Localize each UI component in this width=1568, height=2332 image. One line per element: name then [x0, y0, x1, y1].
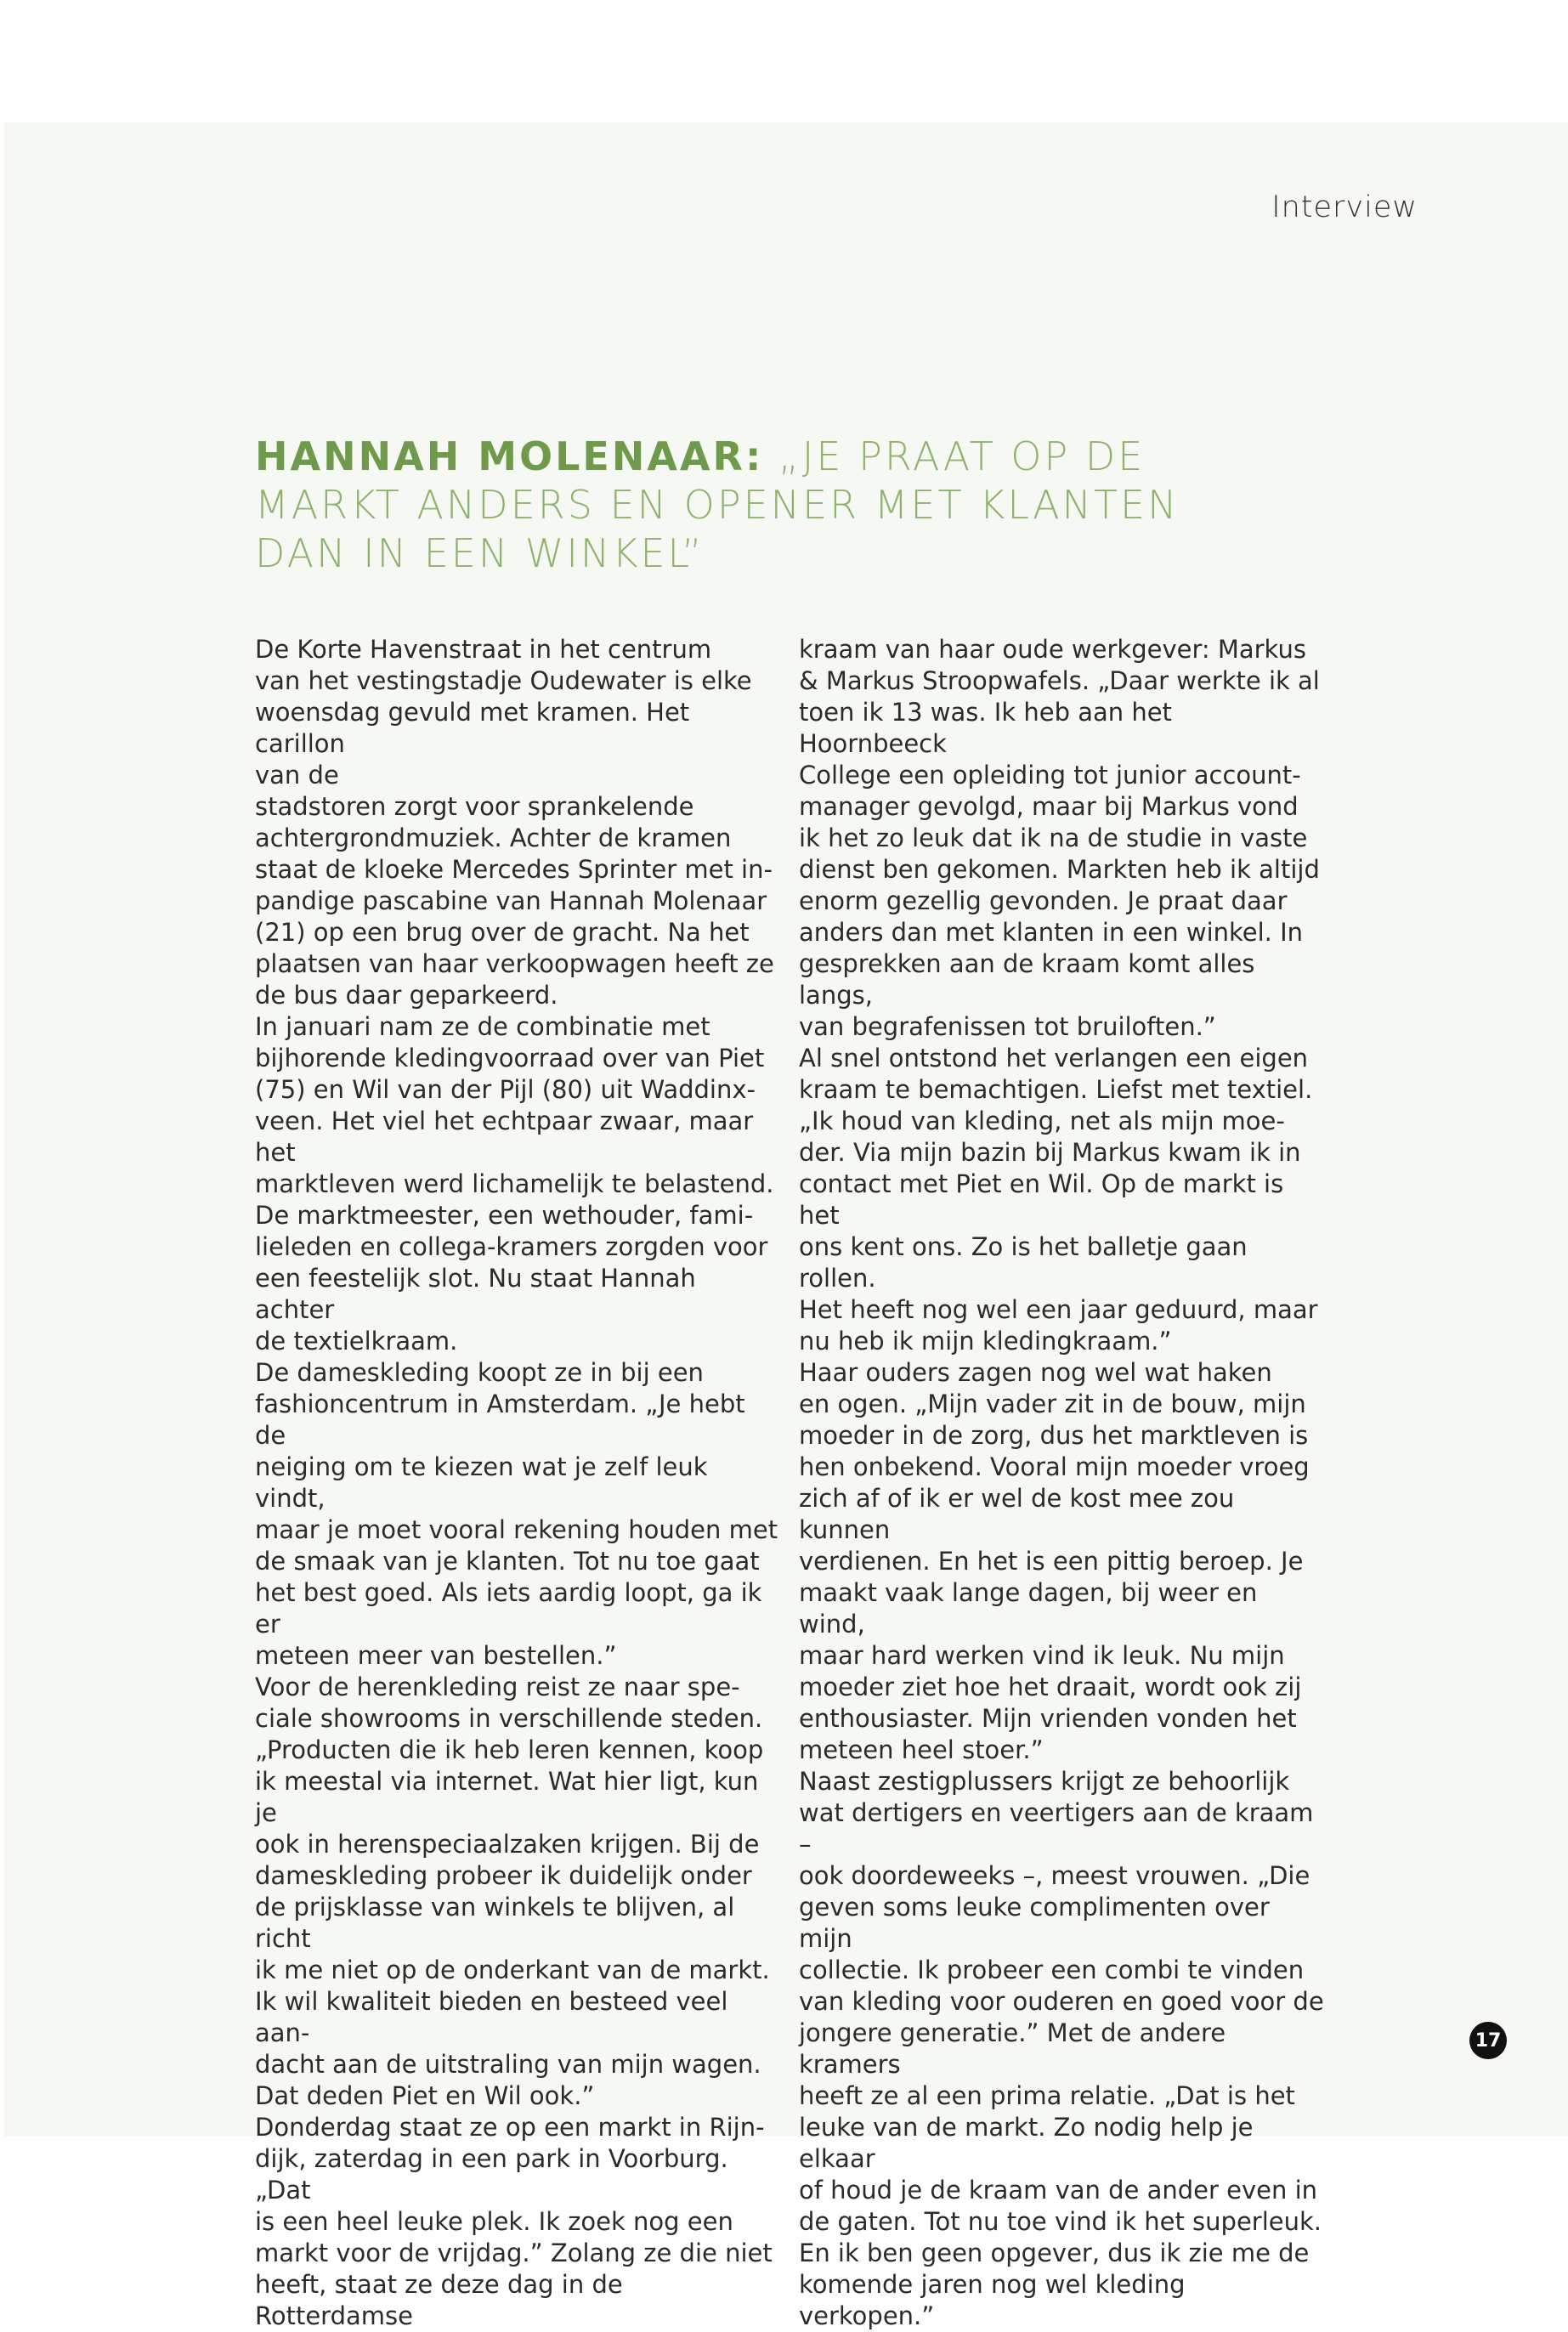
title-name: HANNAH MOLENAAR: [255, 433, 764, 479]
paragraph: Haar ouders zagen nog wel wat haken en ogen. „Mijn vader zit in de bouw, mijn moeder in de zorg, dus het marktleven is hen onbekend. Vooral mijn moeder vroeg zich af of ik er wel de kost mee zou kunnen verdienen. En het is een pittig beroep. Je maakt vaak lange dagen, bij weer en wind, maar hard werken vind ik leuk. Nu mijn moeder ziet hoe het draait, wordt ook zij enthousiaster. Mijn vrienden vonden het meteen heel stoer.” [799, 1358, 1310, 1764]
article-title [255, 433, 1190, 578]
paragraph: Al snel ontstond het verlangen een eigen kraam te bemachtigen. Liefst met textiel. „Ik houd van kleding, net als mijn moe- der. Via mijn bazin bij Markus kwam ik in contact met Piet en Wil. Op de markt is het ons kent ons. Zo is het balletje gaan rollen. Het heeft nog wel een jaar geduurd, maar nu heb ik mijn kledingkraam.” [799, 1044, 1318, 1356]
paragraph: De Korte Havenstraat in het centrum van het vestingstadje Oudewater is elke woensdag gevuld met kramen. Het carillon van de stadstoren zorgt voor sprankelende achtergrondmuziek. Achter de kramen staat de kloeke Mercedes Sprinter met in- pandige pascabine van Hannah Molenaar (21) op een brug over de gracht. Na het plaatsen van haar verkoopwagen heeft ze de bus daar geparkeerd. [255, 635, 774, 1010]
paragraph: Naast zestigplussers krijgt ze behoorlijk wat dertigers en veertigers aan de kraam – ook doordeweeks –, meest vrouwen. „Die geven soms leuke complimenten over mijn collectie. Ik probeer een combi te vinden van kleding voor ouderen en goed voor de jongere generatie.” Met de andere kramers heeft ze al een prima relatie. „Dat is het leuke van de markt. Zo nodig help je elkaar of houd je de kraam van de ander even in de gaten. Tot nu toe vind ik het superleuk. En ik ben geen opgever, dus ik zie me de komende jaren nog wel kleding verkopen.” [799, 1767, 1324, 2330]
paragraph: In januari nam ze de combinatie met bijhorende kledingvoorraad over van Piet (75) en Wil van der Pijl (80) uit Waddinx- veen. Het viel het echtpaar zwaar, maar het marktleven werd lichamelijk te belastend. De marktmeester, een wethouder, fami- lieleden en collega-kramers zorgden voor een feestelijk slot. Nu staat Hannah achter de textielkraam. [255, 1012, 774, 1356]
paragraph: kraam van haar oude werkgever: Markus & Markus Stroopwafels. „Daar werkte ik al toen ik 13 was. Ik heb aan het Hoornbeeck College een opleiding tot junior account- manager gevolgd, maar bij Markus vond ik het zo leuk dat ik na de studie in vaste dienst ben gekomen. Markten heb ik altijd enorm gezellig gevonden. Je praat daar anders dan met klanten in een winkel. In gesprekken aan de kraam komt alles langs, van begrafenissen tot bruiloften.” [799, 635, 1320, 1041]
body-column-left [255, 634, 782, 2332]
paragraph: De dameskleding koopt ze in bij een fashioncentrum in Amsterdam. „Je hebt de neiging om te kiezen wat je zelf leuk vindt, maar je moet vooral rekening houden met de smaak van je klanten. Tot nu toe gaat het best goed. Als iets aardig loopt, ga ik er meteen meer van bestellen.” [255, 1358, 778, 1670]
magazine-page [4, 122, 1568, 2330]
body-column-right [799, 634, 1326, 2332]
paragraph: Donderdag staat ze op een markt in Rijn- dijk, zaterdag in een park in Voorburg. „Dat is een heel leuke plek. Ik zoek nog een markt voor de vrijdag.” Zolang ze die niet heeft, staat ze deze dag in de Rotterdamse [255, 2113, 773, 2330]
paragraph: Voor de herenkleding reist ze naar spe- ciale showrooms in verschillende steden. „Producten die ik heb leren kennen, koop ik meestal via internet. Wat hier ligt, kun je ook in herenspeciaalzaken krijgen. Bij de dameskleding probeer ik duidelijk onder de prijsklasse van winkels te blijven, al richt ik me niet op de onderkant van de markt. Ik wil kwaliteit bieden en besteed veel aan- dacht aan de uitstraling van mijn wagen. Dat deden Piet en Wil ook.” [255, 1673, 770, 2110]
page-number-badge: 17 [1469, 2022, 1507, 2059]
section-label: Interview [1271, 190, 1418, 224]
title-quote: „JE PRAAT OP DE MARKT ANDERS EN OPENER MET KLANTEN DAN IN EEN WINKEL” [255, 433, 1180, 576]
